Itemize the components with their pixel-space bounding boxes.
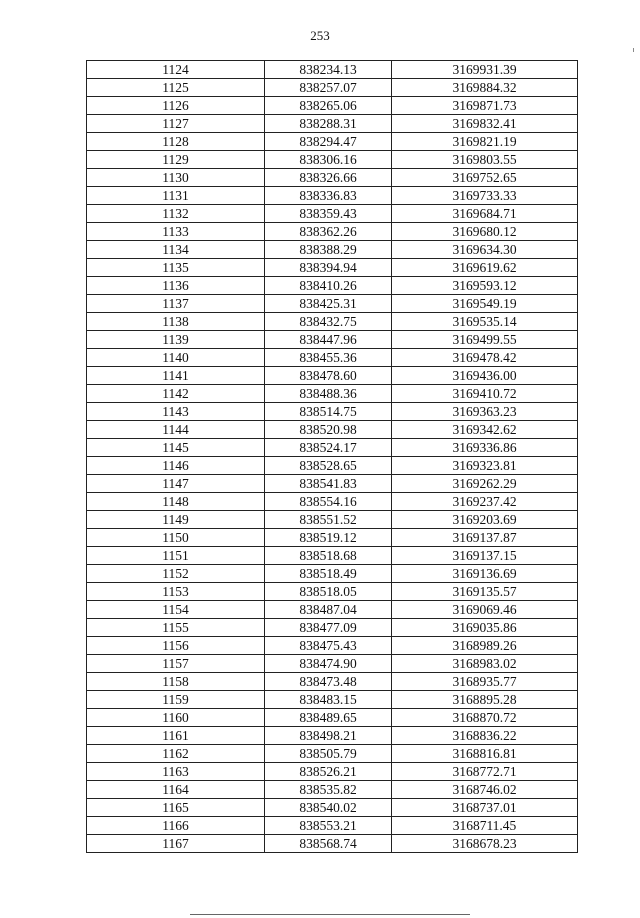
- table-row: [87, 673, 578, 691]
- point-number-cell: 1167: [87, 835, 265, 853]
- table-row: [87, 223, 578, 241]
- table-row: [87, 817, 578, 835]
- x-coordinate-cell: 838447.96: [265, 331, 392, 349]
- x-coordinate-cell: 838526.21: [265, 763, 392, 781]
- x-coordinate-cell: 838524.17: [265, 439, 392, 457]
- x-coordinate-cell: 838394.94: [265, 259, 392, 277]
- x-coordinate-cell: 838489.65: [265, 709, 392, 727]
- y-coordinate-cell: 3168983.02: [392, 655, 578, 673]
- y-coordinate-cell: 3169593.12: [392, 277, 578, 295]
- y-coordinate-cell: 3169832.41: [392, 115, 578, 133]
- x-coordinate-cell: 838498.21: [265, 727, 392, 745]
- x-coordinate-cell: 838455.36: [265, 349, 392, 367]
- point-number-cell: 1160: [87, 709, 265, 727]
- x-coordinate-cell: 838257.07: [265, 79, 392, 97]
- point-number-cell: 1128: [87, 133, 265, 151]
- y-coordinate-cell: 3169619.62: [392, 259, 578, 277]
- x-coordinate-cell: 838294.47: [265, 133, 392, 151]
- x-coordinate-cell: 838519.12: [265, 529, 392, 547]
- x-coordinate-cell: 838477.09: [265, 619, 392, 637]
- y-coordinate-cell: 3169363.23: [392, 403, 578, 421]
- table-row: [87, 277, 578, 295]
- y-coordinate-cell: 3168836.22: [392, 727, 578, 745]
- table-row: [87, 583, 578, 601]
- table-row: [87, 421, 578, 439]
- x-coordinate-cell: 838425.31: [265, 295, 392, 313]
- y-coordinate-cell: 3169135.57: [392, 583, 578, 601]
- x-coordinate-cell: 838473.48: [265, 673, 392, 691]
- y-coordinate-cell: 3169436.00: [392, 367, 578, 385]
- point-number-cell: 1130: [87, 169, 265, 187]
- y-coordinate-cell: 3168746.02: [392, 781, 578, 799]
- point-number-cell: 1140: [87, 349, 265, 367]
- point-number-cell: 1146: [87, 457, 265, 475]
- table-row: [87, 169, 578, 187]
- point-number-cell: 1131: [87, 187, 265, 205]
- x-coordinate-cell: 838518.49: [265, 565, 392, 583]
- point-number-cell: 1149: [87, 511, 265, 529]
- y-coordinate-cell: 3169237.42: [392, 493, 578, 511]
- x-coordinate-cell: 838535.82: [265, 781, 392, 799]
- table-row: [87, 565, 578, 583]
- x-coordinate-cell: 838288.31: [265, 115, 392, 133]
- y-coordinate-cell: 3169871.73: [392, 97, 578, 115]
- point-number-cell: 1133: [87, 223, 265, 241]
- point-number-cell: 1153: [87, 583, 265, 601]
- table-row: [87, 511, 578, 529]
- table-row: [87, 187, 578, 205]
- table-row: [87, 709, 578, 727]
- table-row: [87, 313, 578, 331]
- table-row: [87, 331, 578, 349]
- y-coordinate-cell: 3169137.15: [392, 547, 578, 565]
- point-number-cell: 1164: [87, 781, 265, 799]
- x-coordinate-cell: 838553.21: [265, 817, 392, 835]
- page-number: 253: [310, 28, 330, 43]
- point-number-cell: 1150: [87, 529, 265, 547]
- table-row: [87, 691, 578, 709]
- x-coordinate-cell: 838488.36: [265, 385, 392, 403]
- table-row: [87, 151, 578, 169]
- y-coordinate-cell: 3169323.81: [392, 457, 578, 475]
- table-row: [87, 655, 578, 673]
- coordinate-table-body: [87, 61, 578, 853]
- x-coordinate-cell: 838505.79: [265, 745, 392, 763]
- x-coordinate-cell: 838528.65: [265, 457, 392, 475]
- table-row: [87, 799, 578, 817]
- x-coordinate-cell: 838475.43: [265, 637, 392, 655]
- point-number-cell: 1137: [87, 295, 265, 313]
- table-row: [87, 349, 578, 367]
- x-coordinate-cell: 838487.04: [265, 601, 392, 619]
- point-number-cell: 1141: [87, 367, 265, 385]
- y-coordinate-cell: 3169262.29: [392, 475, 578, 493]
- table-row: [87, 115, 578, 133]
- point-number-cell: 1147: [87, 475, 265, 493]
- point-number-cell: 1162: [87, 745, 265, 763]
- coordinate-table: [86, 60, 578, 853]
- x-coordinate-cell: 838551.52: [265, 511, 392, 529]
- point-number-cell: 1136: [87, 277, 265, 295]
- x-coordinate-cell: 838518.05: [265, 583, 392, 601]
- y-coordinate-cell: 3169821.19: [392, 133, 578, 151]
- table-row: [87, 835, 578, 853]
- table-row: [87, 493, 578, 511]
- y-coordinate-cell: 3168772.71: [392, 763, 578, 781]
- y-coordinate-cell: 3169136.69: [392, 565, 578, 583]
- y-coordinate-cell: 3169342.62: [392, 421, 578, 439]
- point-number-cell: 1144: [87, 421, 265, 439]
- edge-mark: [633, 48, 634, 52]
- y-coordinate-cell: 3168989.26: [392, 637, 578, 655]
- x-coordinate-cell: 838540.02: [265, 799, 392, 817]
- table-row: [87, 205, 578, 223]
- table-row: [87, 403, 578, 421]
- point-number-cell: 1139: [87, 331, 265, 349]
- y-coordinate-cell: 3169069.46: [392, 601, 578, 619]
- table-row: [87, 727, 578, 745]
- x-coordinate-cell: 838554.16: [265, 493, 392, 511]
- y-coordinate-cell: 3169549.19: [392, 295, 578, 313]
- table-row: [87, 241, 578, 259]
- x-coordinate-cell: 838326.66: [265, 169, 392, 187]
- y-coordinate-cell: 3168895.28: [392, 691, 578, 709]
- table-row: [87, 133, 578, 151]
- x-coordinate-cell: 838541.83: [265, 475, 392, 493]
- table-row: [87, 457, 578, 475]
- x-coordinate-cell: 838483.15: [265, 691, 392, 709]
- point-number-cell: 1138: [87, 313, 265, 331]
- y-coordinate-cell: 3168737.01: [392, 799, 578, 817]
- y-coordinate-cell: 3169035.86: [392, 619, 578, 637]
- point-number-cell: 1134: [87, 241, 265, 259]
- point-number-cell: 1132: [87, 205, 265, 223]
- point-number-cell: 1158: [87, 673, 265, 691]
- x-coordinate-cell: 838265.06: [265, 97, 392, 115]
- x-coordinate-cell: 838514.75: [265, 403, 392, 421]
- point-number-cell: 1145: [87, 439, 265, 457]
- table-row: [87, 295, 578, 313]
- point-number-cell: 1159: [87, 691, 265, 709]
- point-number-cell: 1155: [87, 619, 265, 637]
- point-number-cell: 1163: [87, 763, 265, 781]
- point-number-cell: 1143: [87, 403, 265, 421]
- point-number-cell: 1156: [87, 637, 265, 655]
- point-number-cell: 1135: [87, 259, 265, 277]
- table-row: [87, 385, 578, 403]
- y-coordinate-cell: 3168711.45: [392, 817, 578, 835]
- table-row: [87, 439, 578, 457]
- x-coordinate-cell: 838474.90: [265, 655, 392, 673]
- point-number-cell: 1142: [87, 385, 265, 403]
- table-row: [87, 781, 578, 799]
- table-row: [87, 97, 578, 115]
- table-row: [87, 601, 578, 619]
- table-row: [87, 547, 578, 565]
- point-number-cell: 1129: [87, 151, 265, 169]
- y-coordinate-cell: 3168935.77: [392, 673, 578, 691]
- table-row: [87, 529, 578, 547]
- y-coordinate-cell: 3169478.42: [392, 349, 578, 367]
- point-number-cell: 1165: [87, 799, 265, 817]
- x-coordinate-cell: 838478.60: [265, 367, 392, 385]
- y-coordinate-cell: 3169634.30: [392, 241, 578, 259]
- x-coordinate-cell: 838336.83: [265, 187, 392, 205]
- point-number-cell: 1166: [87, 817, 265, 835]
- point-number-cell: 1126: [87, 97, 265, 115]
- y-coordinate-cell: 3169803.55: [392, 151, 578, 169]
- point-number-cell: 1152: [87, 565, 265, 583]
- point-number-cell: 1157: [87, 655, 265, 673]
- y-coordinate-cell: 3168870.72: [392, 709, 578, 727]
- x-coordinate-cell: 838362.26: [265, 223, 392, 241]
- point-number-cell: 1161: [87, 727, 265, 745]
- table-row: [87, 745, 578, 763]
- y-coordinate-cell: 3169410.72: [392, 385, 578, 403]
- y-coordinate-cell: 3169684.71: [392, 205, 578, 223]
- point-number-cell: 1154: [87, 601, 265, 619]
- y-coordinate-cell: 3169137.87: [392, 529, 578, 547]
- y-coordinate-cell: 3168678.23: [392, 835, 578, 853]
- table-row: [87, 259, 578, 277]
- x-coordinate-cell: 838410.26: [265, 277, 392, 295]
- x-coordinate-cell: 838518.68: [265, 547, 392, 565]
- point-number-cell: 1125: [87, 79, 265, 97]
- point-number-cell: 1124: [87, 61, 265, 79]
- y-coordinate-cell: 3169733.33: [392, 187, 578, 205]
- y-coordinate-cell: 3169884.32: [392, 79, 578, 97]
- y-coordinate-cell: 3169931.39: [392, 61, 578, 79]
- y-coordinate-cell: 3169499.55: [392, 331, 578, 349]
- y-coordinate-cell: 3169680.12: [392, 223, 578, 241]
- x-coordinate-cell: 838306.16: [265, 151, 392, 169]
- table-row: [87, 367, 578, 385]
- table-row: [87, 61, 578, 79]
- point-number-cell: 1148: [87, 493, 265, 511]
- x-coordinate-cell: 838432.75: [265, 313, 392, 331]
- y-coordinate-cell: 3169336.86: [392, 439, 578, 457]
- y-coordinate-cell: 3169752.65: [392, 169, 578, 187]
- x-coordinate-cell: 838234.13: [265, 61, 392, 79]
- x-coordinate-cell: 838520.98: [265, 421, 392, 439]
- y-coordinate-cell: 3169535.14: [392, 313, 578, 331]
- y-coordinate-cell: 3169203.69: [392, 511, 578, 529]
- table-row: [87, 763, 578, 781]
- table-row: [87, 637, 578, 655]
- x-coordinate-cell: 838359.43: [265, 205, 392, 223]
- point-number-cell: 1151: [87, 547, 265, 565]
- x-coordinate-cell: 838568.74: [265, 835, 392, 853]
- y-coordinate-cell: 3168816.81: [392, 745, 578, 763]
- x-coordinate-cell: 838388.29: [265, 241, 392, 259]
- table-row: [87, 619, 578, 637]
- table-row: [87, 79, 578, 97]
- footer-rule: [190, 914, 470, 915]
- point-number-cell: 1127: [87, 115, 265, 133]
- table-row: [87, 475, 578, 493]
